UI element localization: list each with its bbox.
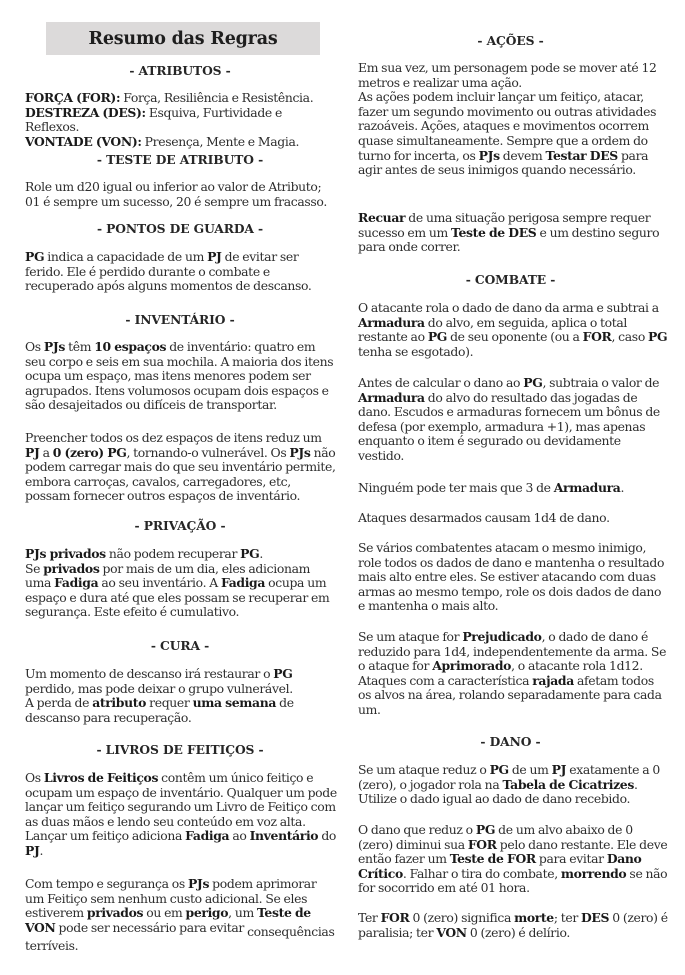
text-run: a bbox=[39, 444, 53, 460]
bold-term: PJ bbox=[207, 249, 222, 264]
acoes-paragraph-1 bbox=[358, 61, 668, 178]
combate-paragraph-2 bbox=[358, 376, 668, 464]
bold-term: privados bbox=[86, 905, 144, 921]
text-run: Os bbox=[25, 339, 44, 354]
text-run: devem bbox=[499, 147, 546, 163]
text-run: ; ter bbox=[553, 910, 582, 925]
text-run: ou em bbox=[143, 905, 186, 921]
bold-term: privados bbox=[43, 560, 100, 576]
bold-term: uma semana bbox=[192, 695, 277, 711]
bold-term: Livros de Feitiços bbox=[43, 770, 159, 785]
atributos-list bbox=[25, 91, 337, 149]
text-run: de seu oponente (ou a bbox=[447, 329, 583, 345]
text-run: podem aprimorar um Feitiço sem nenhum custo adicional. Se eles estiverem bbox=[25, 876, 317, 921]
text-run: 0 (zero) é paralisia; ter bbox=[358, 910, 668, 940]
text-run: afetam todos os alvos na área, rolando separadamente para cada um. bbox=[358, 672, 662, 717]
text-run: por mais de um dia, eles adicionam uma bbox=[25, 560, 311, 591]
text-run: do alvo, em seguida, aplica o total restante ao bbox=[358, 314, 628, 345]
text-run: , caso bbox=[611, 329, 649, 345]
text-run: O dano que reduz o bbox=[358, 822, 476, 837]
section-heading-atributos: - ATRIBUTOS - bbox=[129, 63, 231, 78]
text-run: requer bbox=[146, 695, 193, 711]
text-run: e um destino seguro para onde correr. bbox=[358, 224, 660, 255]
bold-term: Tabela de Cicatrizes bbox=[502, 776, 634, 792]
bold-term: Aprimorado bbox=[432, 658, 512, 674]
cura-paragraph bbox=[25, 667, 337, 725]
bold-term: Inventário bbox=[249, 828, 319, 844]
text-run: exatamente a 0 (zero), o jogador rola na bbox=[358, 762, 660, 792]
text-run: de descanso para recuperação. bbox=[25, 695, 294, 725]
text-run: . Utilize o dado igual ao dado de dano recebido. bbox=[358, 776, 638, 807]
bold-term: morrendo bbox=[560, 865, 627, 881]
bold-term: Testar DES bbox=[545, 147, 618, 163]
combate-paragraph-5 bbox=[358, 541, 668, 614]
text-run: para agir antes de seus inimigos quando necessário. bbox=[358, 147, 649, 178]
text-run: consequências bbox=[247, 923, 335, 939]
bold-term: PJ bbox=[25, 444, 40, 460]
bold-term: Fadiga bbox=[220, 575, 266, 591]
text-run: perdido, mas pode deixar o grupo vulnerável. bbox=[25, 680, 293, 696]
text-run: , tornando-o vulnerável. Os bbox=[126, 444, 290, 460]
bold-term: DES bbox=[581, 910, 610, 925]
text-run: pode ser necessário para evitar bbox=[55, 919, 248, 935]
bold-term: PG bbox=[489, 762, 509, 777]
bold-term: rajada bbox=[532, 672, 574, 688]
livros-paragraph-2 bbox=[25, 877, 337, 954]
combate-paragraph-6 bbox=[358, 630, 668, 718]
bold-term: Teste de FOR bbox=[449, 851, 536, 867]
text-run: . bbox=[39, 842, 44, 858]
text-run: 0 (zero) é delírio. bbox=[466, 924, 570, 940]
bold-term: Armadura bbox=[358, 314, 425, 330]
text-run: de um bbox=[508, 762, 552, 777]
text-run: , um bbox=[228, 905, 257, 921]
bold-term: PG bbox=[523, 375, 543, 390]
dano-paragraph-2 bbox=[358, 823, 668, 896]
dano-paragraph-3 bbox=[358, 911, 668, 940]
bold-term: FOR bbox=[582, 329, 612, 345]
bold-term: PJs bbox=[289, 444, 311, 460]
inventario-paragraph-2 bbox=[25, 431, 337, 504]
text-run: de uma situação perigosa sempre requer sucesso em um bbox=[358, 210, 651, 240]
bold-term: FOR bbox=[380, 910, 410, 925]
privacao-paragraph bbox=[25, 547, 337, 620]
text-run: Em sua vez, um personagem pode se mover até 12 metros e realizar uma ação. bbox=[358, 60, 657, 90]
bold-term: PG bbox=[25, 249, 45, 264]
text-run: não podem carregar mais do que seu inventário permite, embora carroças, cavalos, carregadores, etc, possam fornecer outros espaços de inventário. bbox=[25, 444, 336, 504]
text-run: têm bbox=[65, 339, 95, 354]
attr-line-von: VONTADE (VON): Presença, Mente e Magia. bbox=[25, 133, 300, 149]
text-run: do alvo do resultado das jogadas de dano. Escudos e armaduras fornecem um bônus de defesa (por exemplo, armadura +1), mas apenas enquanto o item é segurado ou devidamente vestido. bbox=[358, 389, 660, 463]
section-heading-inventario: - INVENTÁRIO - bbox=[125, 312, 235, 327]
text-run: , o dado de dano é reduzido para 1d4, independentemente da arma. Se o ataque for bbox=[358, 629, 667, 674]
acoes-paragraph-2 bbox=[358, 211, 668, 255]
text-run: As ações podem incluir lançar um feitiço, atacar, fazer um segundo movimento ou outras atividades razoáveis. Ações, ataques e movimentos ocorrem quase simultaneamente. Sempre que a ordem do turno for incerta, os bbox=[358, 89, 657, 163]
bold-term: Dano Crítico bbox=[358, 851, 642, 881]
section-heading-dano: - DANO - bbox=[480, 734, 541, 749]
section-heading-livros: - LIVROS DE FEITIÇOS - bbox=[96, 742, 264, 757]
combate-paragraph-3 bbox=[358, 481, 668, 496]
text-run: , o atacante rola 1d12. Ataques com a característica bbox=[358, 658, 643, 688]
section-heading-cura: - CURA - bbox=[150, 638, 210, 653]
bold-term: perigo bbox=[185, 905, 229, 921]
text-run: indica a capacidade de um bbox=[44, 249, 208, 264]
text-run: Se vários combatentes atacam o mesmo inimigo, role todos os dados de dano e mantenha o resultado mais alto entre eles. Se estiver atacando com duas armas ao mesmo tempo, role os dois dados de dano e mantenha o mais alto. bbox=[358, 540, 665, 614]
text-run: Um momento de descanso irá restaurar o bbox=[25, 666, 274, 681]
attr-line-for: FORÇA (FOR): Força, Resiliência e Resistência. bbox=[25, 90, 314, 105]
bold-term: Prejudicado bbox=[462, 629, 542, 644]
bold-term: PG bbox=[427, 329, 448, 345]
combate-paragraph-4 bbox=[358, 511, 668, 526]
bold-term: PJs privados bbox=[25, 546, 106, 561]
text-run: Os bbox=[25, 770, 44, 785]
section-heading-teste: - TESTE DE ATRIBUTO - bbox=[96, 152, 264, 167]
text-run: Se um ataque reduz o bbox=[358, 762, 490, 777]
text-run: de inventário: quatro em seu corpo e seis em sua mochila. A maioria dos itens ocupa um espaço, mas itens menores podem ser agrupados. Itens volumosos ocupam dois espaços e são desajeitados ou difíceis de transportar. bbox=[25, 339, 334, 413]
bold-term: 0 (zero) PG bbox=[52, 444, 127, 460]
bold-term: Teste de VON bbox=[25, 905, 311, 935]
bold-term: PJ bbox=[25, 842, 40, 858]
section-heading-acoes: - AÇÕES - bbox=[477, 33, 544, 48]
text-run: O atacante rola o dado de dano da arma e subtrai a bbox=[358, 300, 659, 315]
text-run: Se um ataque for bbox=[358, 629, 463, 644]
text-run: tenha se esgotado). bbox=[358, 343, 474, 359]
text-run: de evitar ser ferido. Ele é perdido durante o combate e recuperado após alguns momentos de descanso. bbox=[25, 249, 312, 294]
bold-term: morte bbox=[514, 910, 554, 925]
bold-term: Teste de DES bbox=[451, 224, 537, 240]
text-run: Antes de calcular o dano ao bbox=[358, 375, 524, 390]
bold-term: 10 espaços bbox=[94, 339, 167, 354]
text-run: Se bbox=[25, 560, 44, 576]
inventario-paragraph-1 bbox=[25, 340, 337, 413]
text-run: Ninguém pode ter mais que 3 de bbox=[358, 480, 554, 495]
bold-term: PJs bbox=[43, 339, 66, 354]
bold-term: Recuar bbox=[358, 210, 406, 225]
text-run: do bbox=[318, 828, 337, 844]
bold-term: Fadiga bbox=[185, 828, 230, 844]
bold-term: PG bbox=[475, 822, 496, 837]
teste-paragraph: Role um d20 igual ou inferior ao valor de Atributo; 01 é sempre um sucesso, 20 é sempre um fracasso. bbox=[25, 179, 327, 209]
section-heading-privacao: - PRIVAÇÃO - bbox=[134, 518, 226, 533]
text-run: ocupa um espaço e dura até que eles possam se recuperar em segurança. Este efeito é cumulativo. bbox=[25, 575, 330, 620]
text-run: 0 (zero) significa bbox=[409, 910, 515, 925]
text-run: contêm um único feitiço e ocupam um espaço de inventário. Qualquer um pode lançar um feitiço segurando um Livro de Feitiço com as duas mãos e lendo seu conteúdo em voz alta. Lançar um feitiço adiciona bbox=[25, 770, 337, 844]
text-run: terríveis. bbox=[25, 938, 79, 954]
text-run: pelo dano restante. Ele deve então fazer um bbox=[358, 836, 668, 867]
bold-term: PG bbox=[240, 546, 260, 561]
text-run: Ter bbox=[358, 910, 381, 925]
text-run: . Falhar o tira do combate, bbox=[402, 865, 561, 881]
text-run: Ataques desarmados causam 1d4 de dano. bbox=[358, 510, 610, 525]
text-run: , subtraia o valor de bbox=[542, 375, 660, 390]
document-title: Resumo das Regras bbox=[46, 22, 320, 55]
text-run: de um alvo abaixo de 0 (zero) diminui sua bbox=[358, 822, 633, 852]
attr-line-des: DESTREZA (DES): Esquiva, Furtividade e Reflexos. bbox=[25, 104, 282, 135]
text-run: . bbox=[620, 480, 625, 495]
bold-term: PJs bbox=[187, 876, 210, 891]
text-run: para evitar bbox=[535, 851, 607, 867]
bold-term: FOR bbox=[467, 836, 497, 852]
bold-term: Armadura bbox=[553, 480, 621, 495]
pontos-paragraph bbox=[25, 250, 337, 294]
bold-term: PJs bbox=[478, 147, 500, 163]
section-heading-combate: - COMBATE - bbox=[465, 272, 556, 287]
bold-term: VON bbox=[436, 924, 467, 940]
section-heading-pontos: - PONTOS DE GUARDA - bbox=[96, 221, 264, 236]
text-run: não podem recuperar bbox=[105, 546, 241, 561]
text-run: ao seu inventário. A bbox=[98, 575, 221, 591]
bold-term: PJ bbox=[551, 762, 567, 777]
combate-paragraph-1 bbox=[358, 301, 668, 359]
dano-paragraph-1 bbox=[358, 763, 668, 807]
bold-term: atributo bbox=[92, 695, 147, 711]
bold-term: Fadiga bbox=[54, 575, 99, 591]
bold-term: Armadura bbox=[358, 389, 425, 405]
bold-term: PG bbox=[648, 329, 668, 345]
text-run: Com tempo e segurança os bbox=[25, 876, 188, 891]
livros-paragraph-1 bbox=[25, 771, 337, 859]
text-run: ao bbox=[229, 828, 250, 844]
text-run: . bbox=[259, 546, 263, 561]
text-run: Preencher todos os dez espaços de itens reduz um bbox=[25, 430, 322, 445]
text-run: A perda de bbox=[25, 695, 93, 711]
bold-term: PG bbox=[273, 666, 293, 681]
text-run: se não for socorrido em até 01 hora. bbox=[358, 865, 668, 896]
